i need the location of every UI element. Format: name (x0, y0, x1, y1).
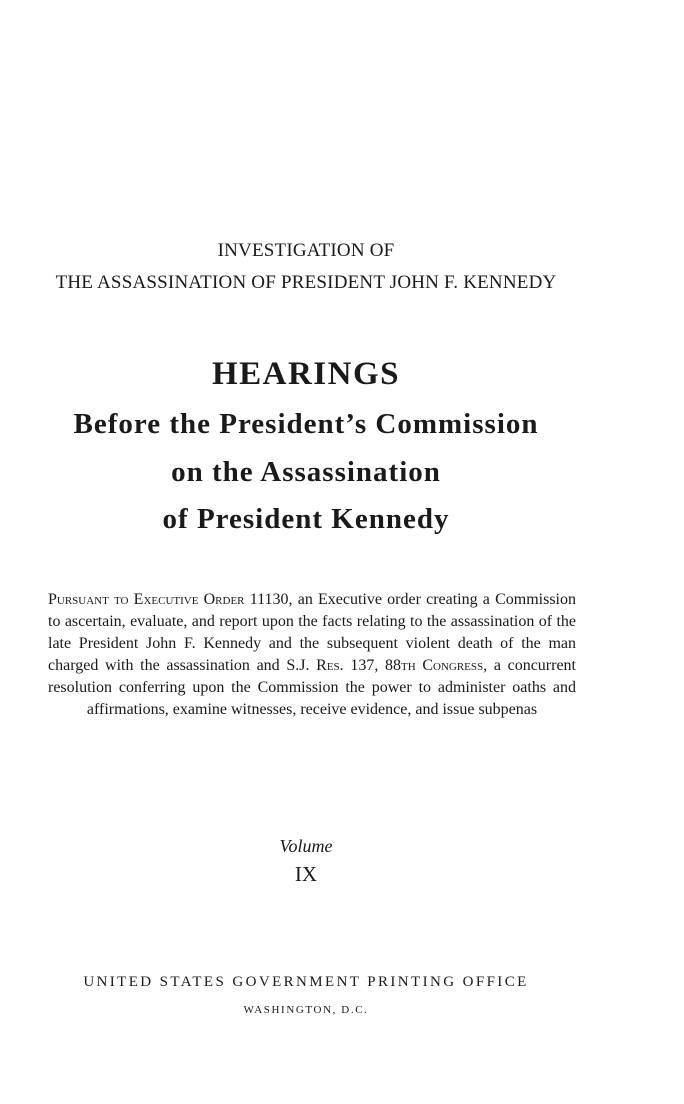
hearings-title: HEARINGS (211, 356, 401, 392)
authority-text-part-3: , a concurrent resolution conferring upon the Commission the power to administer oaths and affirmations, examine witnesses, receive evidence, and issue subpenas (48, 657, 576, 718)
publisher-imprint: UNITED STATES GOVERNMENT PRINTING OFFICE (83, 974, 529, 990)
commission-subtitle-line-3: of President Kennedy (162, 503, 450, 535)
publisher-city: WASHINGTON, D.C. (243, 1004, 369, 1016)
volume-number: IX (294, 862, 318, 886)
authority-text-part-1: 11130, an Executive order creating a Commission to ascertain, evaluate, and report upon the facts relating to the assassination of the late President John F. Kennedy and the subsequent violent death of the man charged with the assassination and S.J. (48, 591, 577, 674)
investigation-heading-line-2: THE ASSASSINATION OF PRESIDENT JOHN F. KENNEDY (55, 272, 557, 293)
commission-subtitle-line-2: on the Assassination (171, 456, 441, 488)
volume-label: Volume (279, 836, 333, 856)
commission-subtitle-line-1: Before the President’s Commission (73, 408, 539, 440)
investigation-heading-line-1: INVESTIGATION OF (217, 240, 395, 261)
congress-small-caps: th Congress (401, 657, 484, 674)
res-small-caps: Res. (316, 657, 344, 674)
pursuant-small-caps: Pursuant to Executive Order (48, 591, 245, 608)
authority-paragraph (48, 589, 576, 721)
authority-text-part-2: 137, 88 (343, 657, 401, 674)
